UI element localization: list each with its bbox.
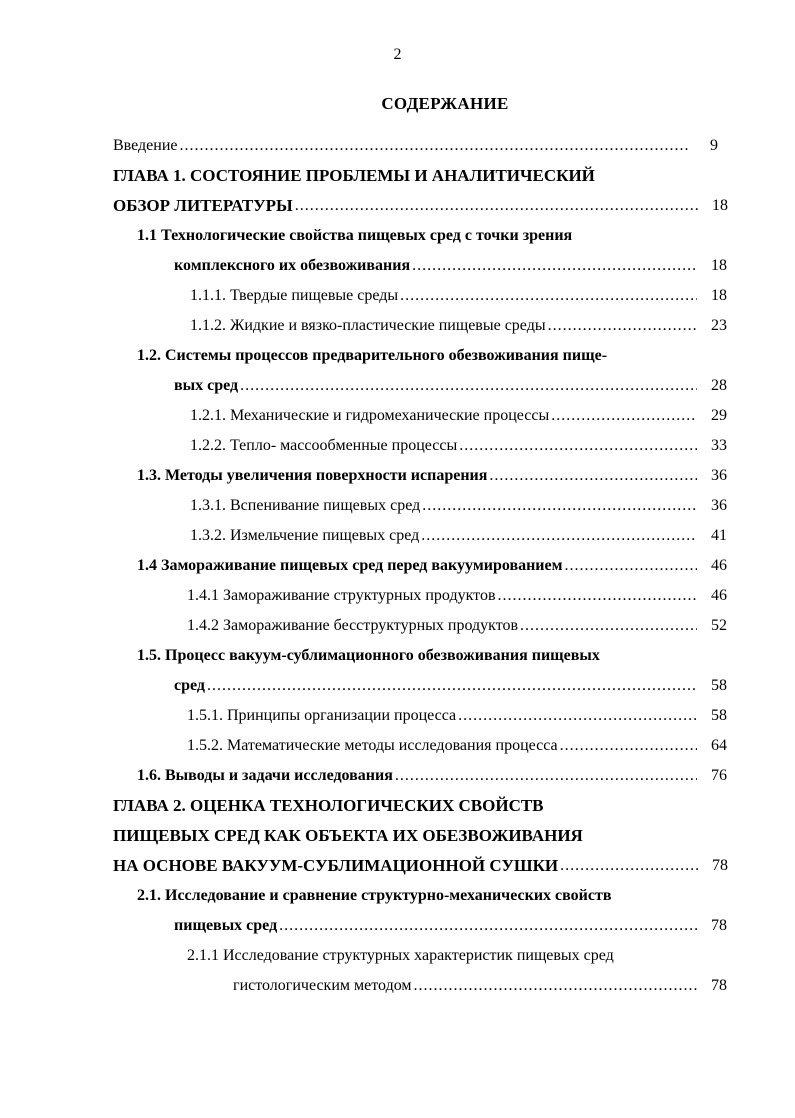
toc-entry-page: 18 (711, 257, 727, 274)
toc-subsection-2-1-1-line-1[interactable] (187, 936, 727, 966)
toc-entry-page: 52 (711, 617, 727, 634)
toc-section-1-1-line-1[interactable] (137, 216, 727, 246)
toc-entry-text: ГЛАВА 1. СОСТОЯНИЕ ПРОБЛЕМЫ И АНАЛИТИЧЕСКИЙ (113, 166, 595, 185)
toc-entry-page: 46 (711, 557, 727, 574)
toc-section-1-1-line-2[interactable] (174, 246, 727, 276)
toc-entry-text: 1.3.2. Измельчение пищевых сред (190, 527, 420, 544)
toc-entry-text: комплексного их обезвоживания (174, 257, 411, 274)
toc-subsection-1-3-2[interactable] (190, 516, 727, 546)
toc-subsection-1-4-2[interactable] (187, 606, 727, 636)
toc-entry-text: 1.2.2. Тепло- массообменные процессы (190, 437, 458, 454)
toc-entry-page: 76 (711, 767, 727, 784)
toc-subsection-1-4-1[interactable] (187, 576, 727, 606)
toc-entry-text: Введение (113, 137, 178, 154)
toc-entry-page: 23 (711, 317, 727, 334)
toc-entry-page: 78 (711, 917, 727, 934)
toc-section-1-6[interactable] (137, 756, 727, 786)
toc-subsection-1-2-2[interactable] (190, 426, 727, 456)
toc-section-1-2-line-2[interactable] (174, 366, 727, 396)
toc-section-1-3[interactable] (137, 456, 727, 486)
toc-entry-page: 41 (711, 527, 727, 544)
toc-entry-page: 18 (712, 197, 728, 214)
toc-section-1-4[interactable] (137, 546, 727, 576)
toc-subsection-1-1-1[interactable] (190, 276, 727, 306)
toc-entry-page: 64 (711, 737, 727, 754)
toc-subsection-1-1-2[interactable] (190, 306, 727, 336)
toc-entry-page: 58 (711, 707, 727, 724)
toc-entry-page: 33 (711, 437, 727, 454)
toc-entry-text: ГЛАВА 2. ОЦЕНКА ТЕХНОЛОГИЧЕСКИХ СВОЙСТВ (113, 796, 544, 815)
toc-section-1-5-line-2[interactable] (174, 666, 727, 696)
toc-entry-page: 78 (712, 857, 728, 874)
toc-entry-text: 1.3.1. Вспенивание пищевых сред (190, 497, 421, 514)
toc-entry-text: 1.2.1. Механические и гидромеханические процессы (190, 407, 550, 424)
toc-entry-intro[interactable] (113, 126, 718, 156)
toc-chapter-2-line-3[interactable] (113, 846, 728, 876)
toc-section-2-1-line-2[interactable] (174, 906, 727, 936)
toc-entry-text: 1.4 Замораживание пищевых сред перед вакуумированием (137, 557, 563, 574)
page-number: 2 (393, 46, 402, 63)
toc-entry-text: ПИЩЕВЫХ СРЕД КАК ОБЪЕКТА ИХ ОБЕЗВОЖИВАНИЯ (113, 826, 583, 845)
toc-section-2-1-line-1[interactable] (137, 876, 727, 906)
toc-entry-page: 78 (711, 977, 727, 994)
toc-entry-text: 1.4.1 Замораживание структурных продуктов (187, 587, 496, 604)
toc-entry-text: 1.2. Системы процессов предварительного обезвоживания пище- (137, 347, 608, 364)
toc-entry-text: 2.1. Исследование и сравнение структурно-механических свойств (137, 887, 612, 904)
toc-entry-text: 1.1 Технологические свойства пищевых сред с точки зрения (137, 227, 573, 244)
toc-subsection-2-1-1-line-2[interactable] (233, 966, 727, 996)
toc-entry-text: сред (174, 677, 205, 694)
toc-entry-text: 2.1.1 Исследование структурных характеристик пищевых сред (187, 947, 614, 964)
toc-entry-page: 46 (711, 587, 727, 604)
toc-entry-page: 18 (711, 287, 727, 304)
toc-entry-page: 9 (710, 137, 718, 154)
toc-entry-text: 1.1.1. Твердые пищевые среды (190, 287, 399, 304)
toc-entry-text: вых сред (174, 377, 239, 394)
toc-section-1-2-line-1[interactable] (137, 336, 727, 366)
toc-entry-text: 1.6. Выводы и задачи исследования (137, 767, 393, 784)
page-title: СОДЕРЖАНИЕ (381, 94, 509, 113)
toc-entry-text: 1.3. Методы увеличения поверхности испарения (137, 467, 488, 484)
toc-subsection-1-3-1[interactable] (190, 486, 727, 516)
toc-chapter-1-line-2[interactable] (113, 186, 728, 216)
toc-entry-text: пищевых сред (174, 917, 278, 934)
toc-chapter-2-line-2[interactable] (113, 816, 733, 846)
toc-entry-text: 1.5. Процесс вакуум-сублимационного обезвоживания пищевых (137, 647, 600, 664)
toc-entry-text: гистологическим методом (233, 977, 412, 994)
toc-entry-text: 1.4.2 Замораживание бесструктурных продуктов (187, 617, 519, 634)
toc-subsection-1-2-1[interactable] (190, 396, 727, 426)
toc-entry-text: 1.5.1. Принципы организации процесса (187, 707, 457, 724)
toc-entry-text: ОБЗОР ЛИТЕРАТУРЫ (113, 196, 293, 215)
toc-entry-page: 36 (711, 497, 727, 514)
toc-section-1-5-line-1[interactable] (137, 636, 727, 666)
toc-chapter-2-line-1[interactable] (113, 786, 733, 816)
toc-entry-page: 29 (711, 407, 727, 424)
toc-entry-text: 1.5.2. Математические методы исследования процесса (187, 737, 558, 754)
toc-subsection-1-5-1[interactable] (187, 696, 727, 726)
toc-entry-page: 28 (711, 377, 727, 394)
toc-chapter-1-line-1[interactable] (113, 156, 733, 186)
toc-entry-text: 1.1.2. Жидкие и вязко-пластические пищевые среды (190, 317, 546, 334)
toc-entry-page: 36 (711, 467, 727, 484)
toc-entry-page: 58 (711, 677, 727, 694)
toc-entry-text: НА ОСНОВЕ ВАКУУМ-СУБЛИМАЦИОННОЙ СУШКИ (113, 856, 559, 875)
toc-subsection-1-5-2[interactable] (187, 726, 727, 756)
